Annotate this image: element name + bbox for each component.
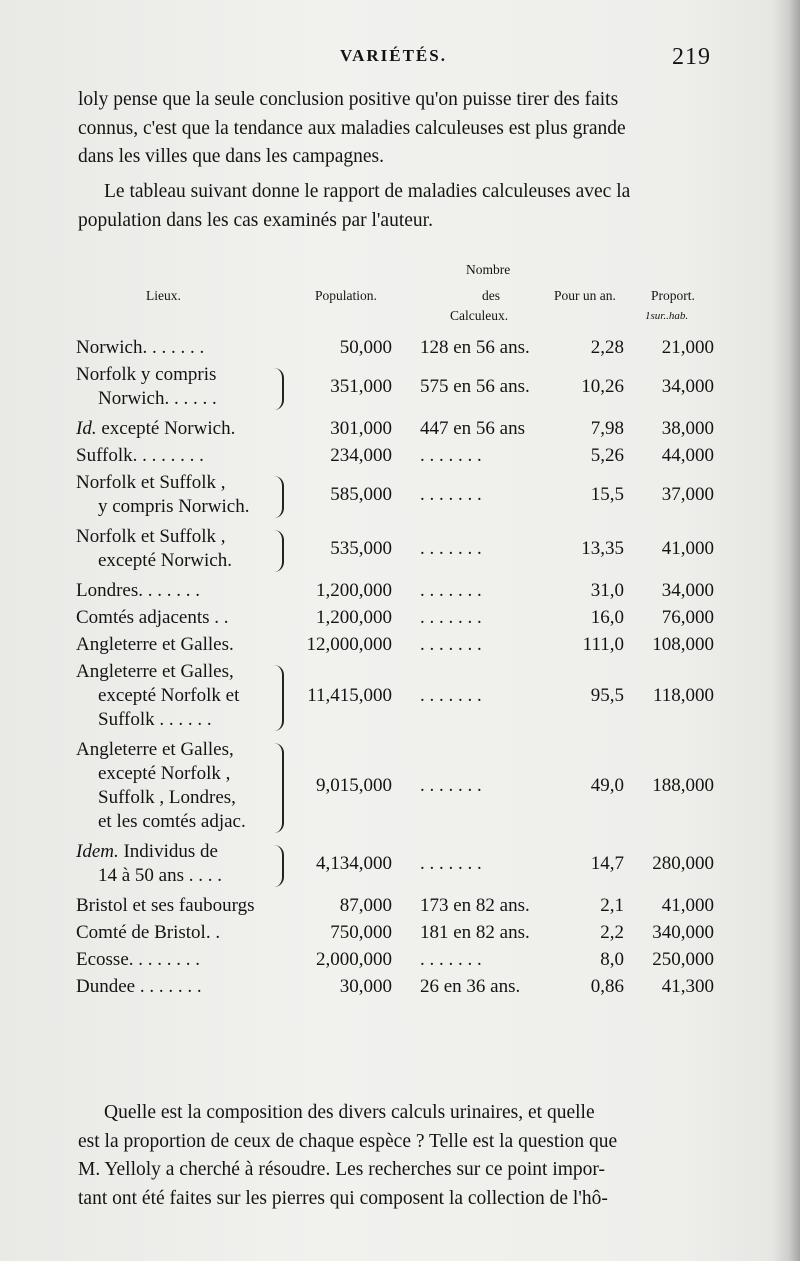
grouping-brace [272, 530, 284, 572]
paragraph-1 [78, 86, 718, 172]
cell-pour-un-an: 16,0 [590, 607, 624, 628]
paragraph-2 [78, 178, 718, 235]
cell-calculeux: 447 en 56 ans [420, 418, 526, 439]
table-row [0, 580, 800, 604]
cell-proport: 41,000 [661, 895, 714, 916]
text-line: est la proportion de ceux de chaque espèce ? Telle est la question que [78, 1130, 618, 1152]
cell-proport: 41,300 [661, 976, 714, 997]
cell-pour-un-an: 31,0 [590, 580, 624, 601]
cell-calculeux: 173 en 82 ans. [420, 895, 530, 916]
cell-pour-un-an: 2,1 [600, 895, 624, 916]
table-row [0, 922, 800, 946]
cell-pour-un-an: 15,5 [590, 484, 624, 505]
grouping-brace [272, 743, 284, 833]
cell-pour-un-an: 10,26 [581, 376, 624, 397]
cell-calculeux: . . . . . . . [420, 580, 482, 601]
cell-proport: 34,000 [661, 376, 714, 397]
cell-lieu: Angleterre et Galles, [76, 661, 234, 682]
text-line: population dans les cas examinés par l'auteur. [78, 209, 433, 231]
cell-population: 11,415,000 [307, 685, 392, 706]
cell-proport: 37,000 [661, 484, 714, 505]
cell-population: 750,000 [330, 922, 392, 943]
table-row [0, 895, 800, 919]
cell-lieu: Comtés adjacents . . [76, 607, 229, 628]
cell-lieu: 14 à 50 ans . . . . [98, 865, 223, 886]
cell-population: 12,000,000 [306, 634, 392, 655]
cell-pour-un-an: 13,35 [581, 538, 624, 559]
cell-proport: 118,000 [652, 685, 714, 706]
cell-calculeux: . . . . . . . [420, 949, 482, 970]
text-line: dans les villes que dans les campagnes. [78, 146, 384, 167]
column-header-population: Population. [315, 288, 377, 303]
page-number: 219 [672, 44, 711, 70]
cell-calculeux: 128 en 56 ans. [420, 337, 530, 358]
cell-proport: 21,000 [661, 337, 714, 358]
cell-pour-un-an: 95,5 [590, 685, 624, 706]
cell-pour-un-an: 111,0 [582, 634, 624, 655]
cell-population: 351,000 [330, 376, 392, 397]
cell-population: 535,000 [330, 538, 392, 559]
text-line: connus, c'est que la tendance aux maladies calculeuses est plus grande [78, 117, 626, 139]
cell-lieu: Norwich. . . . . . . [76, 337, 205, 358]
cell-lieu: y compris Norwich. [98, 496, 250, 517]
column-header-nombre-des: des [482, 288, 500, 303]
table-row [0, 976, 800, 1000]
grouping-brace [272, 845, 284, 887]
page-header [0, 40, 800, 80]
cell-lieu: et les comtés adjac. [98, 811, 246, 832]
cell-population: 30,000 [339, 976, 392, 997]
cell-proport: 41,000 [661, 538, 714, 559]
text-line: loly pense que la seule conclusion positive qu'on puisse tirer des faits [78, 89, 619, 110]
cell-proport: 280,000 [652, 853, 714, 874]
cell-population: 9,015,000 [316, 775, 392, 796]
cell-lieu: Ecosse. . . . . . . . [76, 949, 201, 970]
text-line: Quelle est la composition des divers calculs urinaires, et quelle [104, 1102, 595, 1123]
grouping-brace [272, 665, 284, 731]
table-row [0, 661, 800, 733]
text-line: Le tableau suivant donne le rapport de maladies calculeuses avec la [104, 181, 631, 202]
table-row [0, 337, 800, 361]
cell-calculeux: . . . . . . . [420, 634, 482, 655]
cell-population: 585,000 [330, 484, 392, 505]
table-row [0, 526, 800, 574]
cell-population: 1,200,000 [316, 580, 392, 601]
table-row [0, 445, 800, 469]
table-row [0, 841, 800, 889]
cell-population: 50,000 [339, 337, 392, 358]
cell-lieu: excepté Norfolk et [98, 685, 240, 706]
cell-lieu: Norfolk et Suffolk , [76, 526, 226, 547]
cell-lieu: Suffolk. . . . . . . . [76, 445, 204, 466]
table-row [0, 364, 800, 412]
cell-population: 4,134,000 [316, 853, 392, 874]
cell-calculeux: . . . . . . . [420, 775, 482, 796]
cell-proport: 250,000 [652, 949, 714, 970]
column-header-nombre: Nombre [466, 262, 511, 277]
cell-calculeux: . . . . . . . [420, 538, 482, 559]
cell-pour-un-an: 14,7 [590, 853, 624, 874]
table-row [0, 949, 800, 973]
cell-proport: 44,000 [661, 445, 714, 466]
text-line: M. Yelloly a cherché à résoudre. Les recherches sur ce point impor- [78, 1159, 606, 1180]
cell-pour-un-an: 5,26 [590, 445, 624, 466]
running-title: VARIÉTÉS. [340, 46, 447, 65]
cell-lieu: excepté Norfolk , [98, 763, 231, 784]
cell-lieu: Londres. . . . . . . [76, 580, 201, 601]
column-header-calculeux: Calculeux. [450, 308, 509, 323]
cell-lieu: Bristol et ses faubourgs [76, 895, 255, 916]
column-header-proport-sub: 1sur..hab. [645, 310, 689, 322]
table-row [0, 634, 800, 658]
cell-pour-un-an: 2,2 [600, 922, 624, 943]
cell-lieu: Comté de Bristol. . [76, 922, 221, 943]
cell-calculeux: . . . . . . . [420, 484, 482, 505]
cell-proport: 108,000 [652, 634, 714, 655]
cell-population: 301,000 [330, 418, 392, 439]
cell-calculeux: . . . . . . . [420, 607, 482, 628]
cell-population: 234,000 [330, 445, 392, 466]
cell-calculeux: . . . . . . . [420, 445, 482, 466]
cell-pour-un-an: 49,0 [590, 775, 624, 796]
cell-lieu: Norfolk et Suffolk , [76, 472, 226, 493]
cell-pour-un-an: 8,0 [600, 949, 624, 970]
cell-lieu: Suffolk . . . . . . [98, 709, 212, 730]
table-row [0, 472, 800, 520]
column-header-lieux: Lieux. [146, 288, 181, 303]
cell-calculeux: 26 en 36 ans. [420, 976, 521, 997]
table-header [0, 258, 800, 328]
cell-proport: 38,000 [661, 418, 714, 439]
cell-population: 87,000 [339, 895, 392, 916]
cell-population: 1,200,000 [316, 607, 392, 628]
cell-pour-un-an: 2,28 [590, 337, 624, 358]
cell-lieu: Norfolk y compris [76, 364, 217, 385]
table-row [0, 418, 800, 442]
cell-proport: 34,000 [661, 580, 714, 601]
cell-lieu: Norwich. . . . . . [98, 388, 217, 409]
grouping-brace [272, 368, 284, 410]
cell-lieu: Angleterre et Galles, [76, 739, 234, 760]
cell-lieu: Dundee . . . . . . . [76, 976, 202, 997]
cell-proport: 188,000 [652, 775, 714, 796]
grouping-brace [272, 476, 284, 518]
cell-lieu: Angleterre et Galles. [76, 634, 234, 655]
cell-proport: 340,000 [652, 922, 714, 943]
cell-lieu: Idem. Individus de [76, 841, 218, 862]
cell-calculeux: . . . . . . . [420, 853, 482, 874]
cell-lieu: Suffolk , Londres, [98, 787, 236, 808]
cell-pour-un-an: 7,98 [590, 418, 624, 439]
cell-pour-un-an: 0,86 [590, 976, 624, 997]
cell-calculeux: . . . . . . . [420, 685, 482, 706]
table-row [0, 607, 800, 631]
cell-proport: 76,000 [661, 607, 714, 628]
table-row [0, 739, 800, 835]
text-line: tant ont été faites sur les pierres qui composent la collection de l'hô- [78, 1187, 608, 1209]
cell-calculeux: 181 en 82 ans. [420, 922, 530, 943]
cell-lieu: Id. excepté Norwich. [76, 418, 236, 439]
cell-lieu: excepté Norwich. [98, 550, 232, 571]
cell-calculeux: 575 en 56 ans. [420, 376, 530, 397]
paragraph-3 [78, 1099, 718, 1213]
column-header-pour-un-an: Pour un an. [554, 288, 616, 303]
column-header-proport: Proport. [651, 288, 695, 303]
cell-population: 2,000,000 [316, 949, 392, 970]
